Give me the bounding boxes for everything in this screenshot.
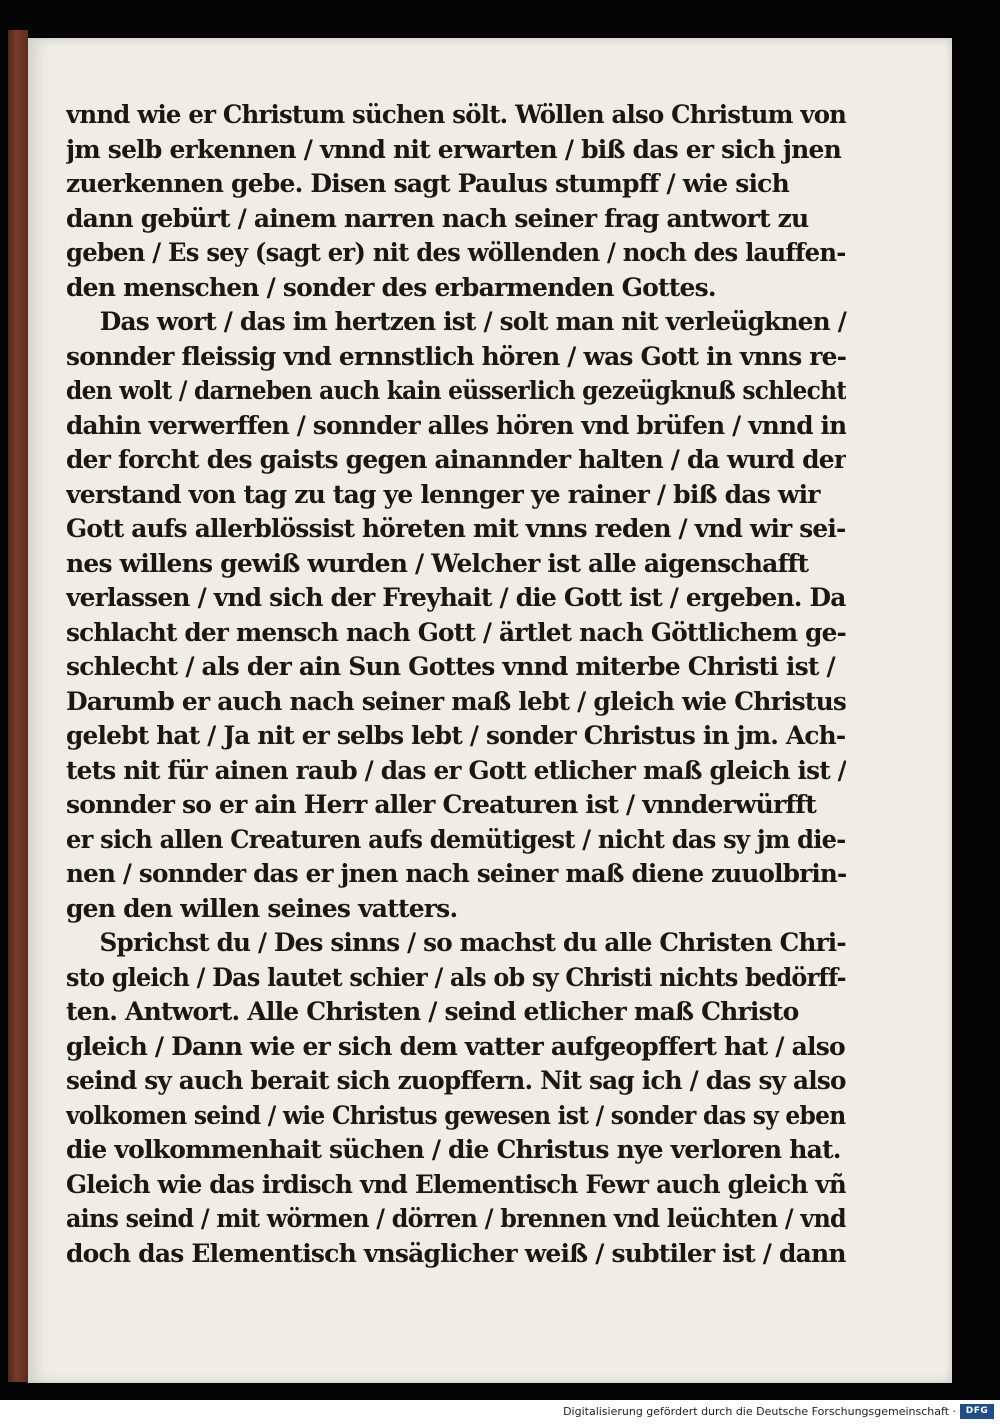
- text-line-12: verstand von tag zu tag ye lennger ye rainer / biß das wir: [66, 479, 820, 509]
- text-line-16: schlacht der mensch nach Gott / ärtlet nach Göttlichem ge-: [66, 617, 847, 647]
- dfg-logo[interactable]: DFG: [960, 1404, 994, 1419]
- page-text-block: [66, 98, 846, 1271]
- text-line-2: jm selb erkennen / vnnd nit erwarten / biß das er sich jnen: [66, 134, 841, 164]
- funding-footer: [0, 1400, 1000, 1424]
- text-line-33: ains seind / mit wörmen / dörren / brennen vnd leüchten / vnd: [66, 1204, 846, 1233]
- text-line-3: zuerkennen gebe. Disen sagt Paulus stumpff / wie sich: [66, 169, 789, 198]
- text-line-4: dann gebürt / ainem narren nach seiner frag antwort zu: [66, 203, 809, 233]
- text-line-18: Darumb er auch nach seiner maß lebt / gleich wie Christus: [66, 686, 846, 716]
- text-line-28: gleich / Dann wie er sich dem vatter aufgeopffert hat / also: [66, 1031, 845, 1061]
- text-line-13: Gott aufs allerblössist höreten mit vnns reden / vnd wir sei-: [66, 514, 846, 543]
- text-line-34: doch das Elementisch vnsäglicher weiß / subtiler ist / dann: [66, 1238, 846, 1268]
- text-line-1: vnnd wie er Christum süchen sölt. Wöllen also Christum von: [66, 100, 846, 129]
- text-line-25: Sprichst du / Des sinns / so machst du alle Christen Chri-: [99, 928, 846, 957]
- text-line-21: sonnder so er ain Herr aller Creaturen ist / vnnderwürfft: [66, 790, 816, 819]
- text-line-7: Das wort / das im hertzen ist / solt man nit verleügknen /: [99, 307, 847, 336]
- text-line-9: den wolt / darneben auch kain eüsserlich gezeügknuß schlecht: [66, 376, 846, 405]
- book-page: [28, 38, 952, 1383]
- text-line-31: die volkommenhait süchen / die Christus nye verloren hat.: [66, 1135, 841, 1164]
- text-line-14: nes willens gewiß wurden / Welcher ist alle aigenschafft: [66, 548, 809, 578]
- text-line-11: der forcht des gaists gegen ainannder halten / da wurd der: [66, 445, 846, 474]
- text-line-10: dahin verwerffen / sonnder alles hören vnd brüfen / vnnd in: [66, 410, 847, 440]
- text-line-17: schlecht / als der ain Sun Gottes vnnd miterbe Christi ist /: [66, 652, 835, 681]
- book-page-edge: [8, 30, 28, 1382]
- text-line-26: sto gleich / Das lautet schier / als ob sy Christi nichts bedörff-: [66, 962, 846, 992]
- text-line-19: gelebt hat / Ja nit er selbs lebt / sonder Christus in jm. Ach-: [66, 721, 846, 750]
- text-line-20: tets nit für ainen raub / das er Gott etlicher maß gleich ist /: [66, 755, 846, 785]
- text-line-22: er sich allen Creaturen aufs demütigest / nicht das sy jm die-: [66, 824, 846, 854]
- funding-note: Digitalisierung gefördert durch die Deutsche Forschungsgemeinschaft ·: [563, 1405, 956, 1418]
- text-line-8: sonnder fleissig vnd ernnstlich hören / was Gott in vnns re-: [66, 341, 846, 371]
- text-line-23: nen / sonnder das er jnen nach seiner maß diene zuuolbrin-: [66, 859, 847, 888]
- text-line-24: gen den willen seines vatters.: [66, 893, 458, 923]
- text-line-29: seind sy auch berait sich zuopffern. Nit sag ich / das sy also: [66, 1066, 846, 1095]
- text-line-27: ten. Antwort. Alle Christen / seind etlicher maß Christo: [66, 997, 799, 1026]
- text-line-15: verlassen / vnd sich der Freyhait / die Gott ist / ergeben. Da: [66, 583, 846, 612]
- text-line-32: Gleich wie das irdisch vnd Elementisch Fewr auch gleich vñ: [66, 1169, 846, 1199]
- text-line-6: den menschen / sonder des erbarmenden Gottes.: [66, 272, 716, 302]
- text-line-5: geben / Es sey (sagt er) nit des wöllenden / noch des lauffen-: [66, 238, 846, 267]
- text-line-30: volkomen seind / wie Christus gewesen ist / sonder das sy eben: [66, 1100, 846, 1130]
